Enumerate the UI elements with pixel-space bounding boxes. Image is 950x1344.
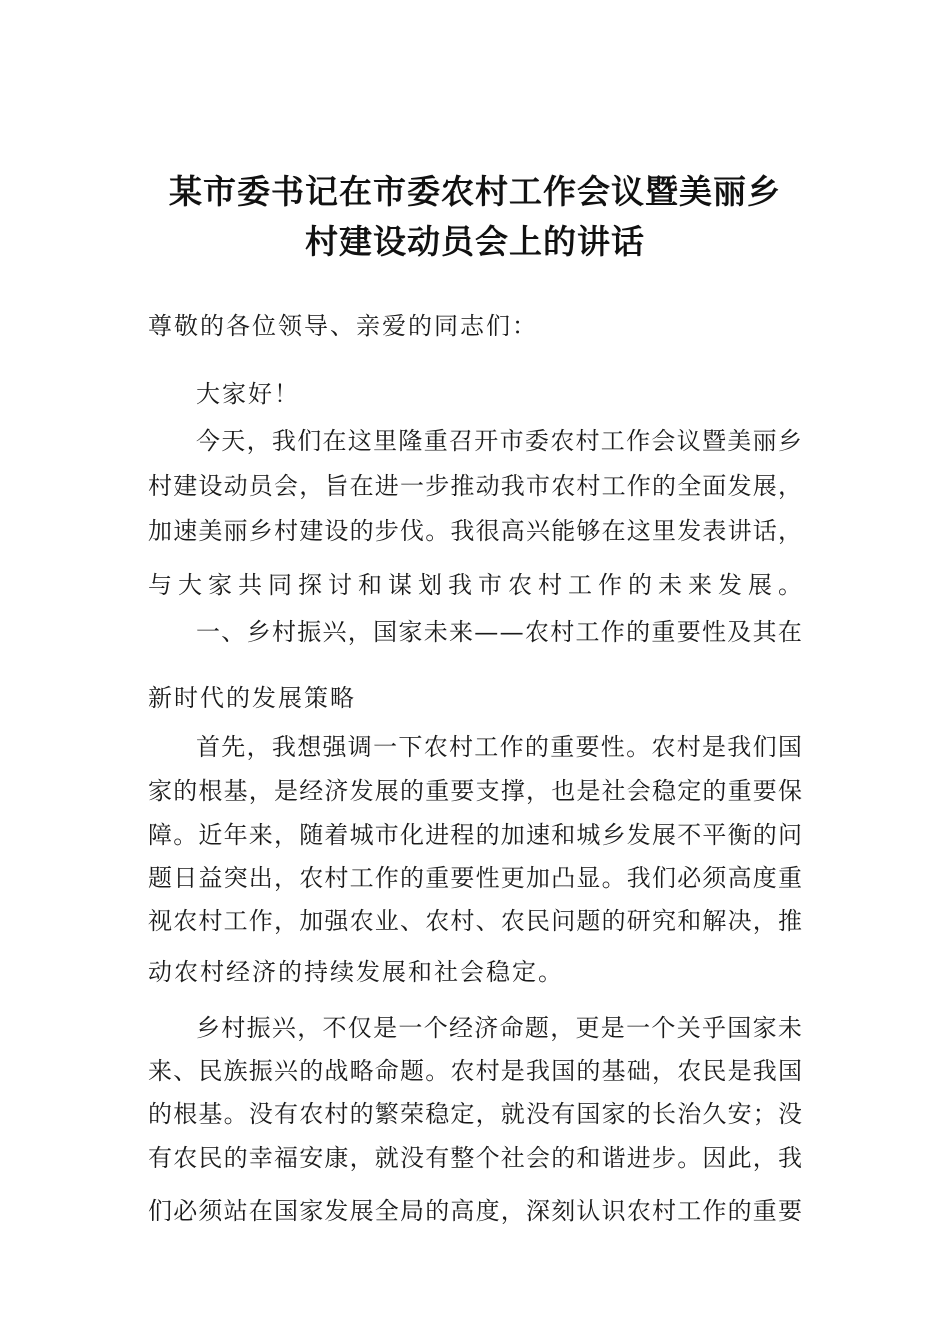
paragraph-2-line-1: 首先，我想强调一下农村工作的重要性。农村是我们国 xyxy=(196,733,804,761)
paragraph-1-line-3: 加速美丽乡村建设的步伐。我很高兴能够在这里发表讲话， xyxy=(148,517,804,545)
paragraph-2-line-5: 视农村工作，加强农业、农村、农民问题的研究和解决，推 xyxy=(148,907,804,935)
paragraph-3-line-5: 们必须站在国家发展全局的高度，深刻认识农村工作的重要 xyxy=(148,1197,804,1225)
document-title-line-1: 某市委书记在市委农村工作会议暨美丽乡 xyxy=(169,172,781,211)
paragraph-1-line-1: 今天，我们在这里隆重召开市委农村工作会议暨美丽乡 xyxy=(196,427,804,455)
paragraph-2-line-4: 题日益突出，农村工作的重要性更加凸显。我们必须高度重 xyxy=(148,864,804,892)
paragraph-2-line-6: 动农村经济的持续发展和社会稳定。 xyxy=(148,958,564,986)
greeting: 大家好！ xyxy=(196,380,300,408)
paragraph-3-line-3: 的根基。没有农村的繁荣稳定，就没有国家的长治久安；没 xyxy=(148,1100,804,1128)
paragraph-1-line-4: 与大家共同探讨和谋划我市农村工作的未来发展。 xyxy=(148,571,808,599)
paragraph-2-line-2: 家的根基，是经济发展的重要支撑，也是社会稳定的重要保 xyxy=(148,777,804,805)
section-heading-1-line-1: 一、乡村振兴，国家未来——农村工作的重要性及其在 xyxy=(196,618,804,646)
section-heading-1-line-2: 新时代的发展策略 xyxy=(148,684,356,712)
paragraph-2-line-3: 障。近年来，随着城市化进程的加速和城乡发展不平衡的问 xyxy=(148,821,804,849)
paragraph-3-line-1: 乡村振兴，不仅是一个经济命题，更是一个关乎国家未 xyxy=(196,1014,804,1042)
paragraph-3-line-4: 有农民的幸福安康，就没有整个社会的和谐进步。因此，我 xyxy=(148,1144,804,1172)
document-title-line-2: 村建设动员会上的讲话 xyxy=(305,222,645,261)
paragraph-3-line-2: 来、民族振兴的战略命题。农村是我国的基础，农民是我国 xyxy=(148,1057,804,1085)
paragraph-1-line-2: 村建设动员会，旨在进一步推动我市农村工作的全面发展， xyxy=(148,472,804,500)
salutation: 尊敬的各位领导、亲爱的同志们： xyxy=(148,312,538,340)
